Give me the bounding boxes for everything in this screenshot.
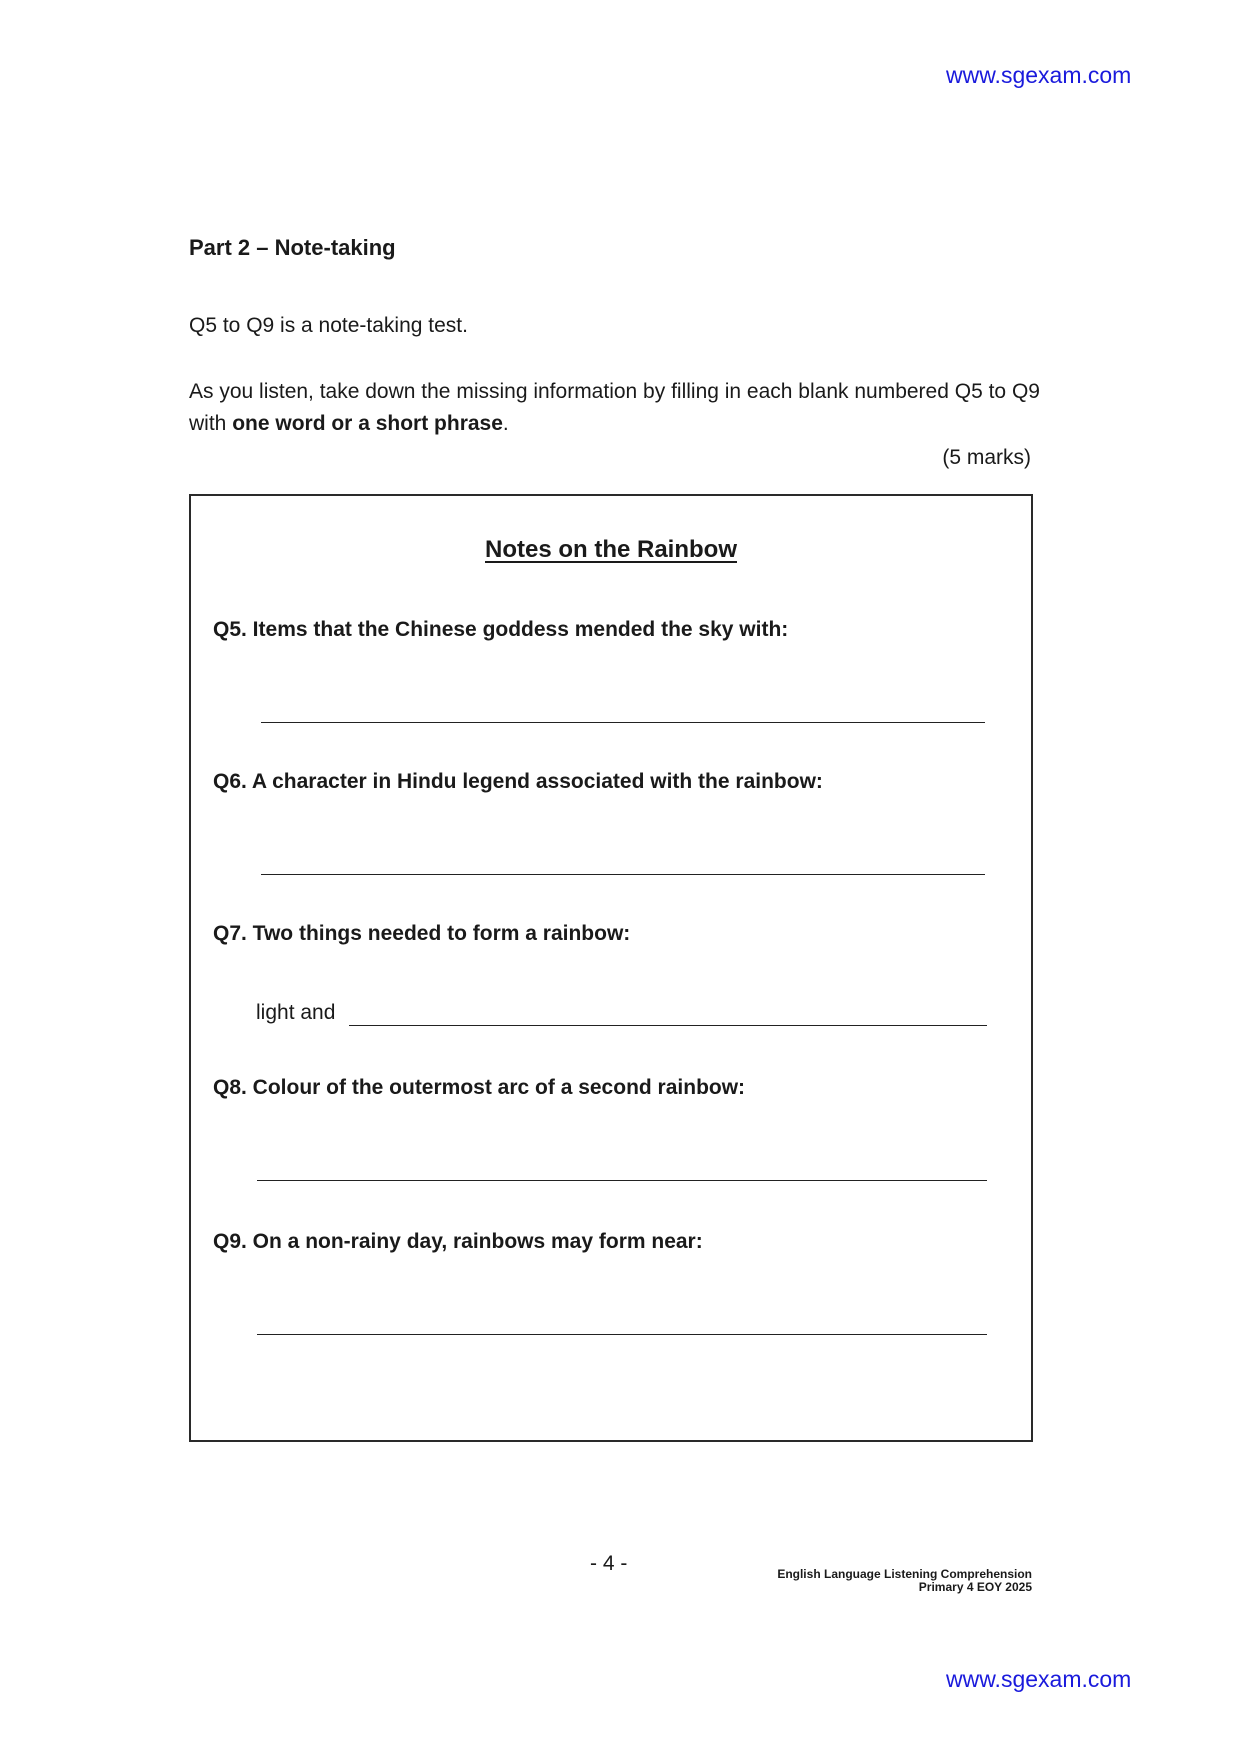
answer-blank-q8[interactable] bbox=[257, 1180, 987, 1181]
watermark-link-bottom[interactable]: www.sgexam.com bbox=[946, 1666, 1132, 1692]
intro-instructions-end: . bbox=[502, 412, 509, 435]
notes-title: Notes on the Rainbow bbox=[485, 536, 737, 563]
question-q6: Q6. A character in Hindu legend associated with the rainbow: bbox=[213, 770, 823, 793]
page-number: - 4 - bbox=[590, 1552, 628, 1575]
question-q5: Q5. Items that the Chinese goddess mended the sky with: bbox=[213, 618, 789, 641]
intro-instructions-emphasis: one word or a short phrase bbox=[232, 412, 503, 435]
answer-blank-q6[interactable] bbox=[261, 874, 985, 875]
footer-exam-info bbox=[777, 1568, 1032, 1594]
answer-blank-q9[interactable] bbox=[257, 1334, 987, 1335]
intro-instructions bbox=[189, 376, 1051, 440]
watermark-link-top[interactable]: www.sgexam.com bbox=[946, 62, 1132, 88]
answer-blank-q7[interactable] bbox=[349, 1025, 987, 1026]
q7-lead-text: light and bbox=[256, 1001, 336, 1024]
notes-box bbox=[189, 494, 1033, 1442]
intro-line-1: Q5 to Q9 is a note-taking test. bbox=[189, 314, 468, 337]
footer-level: Primary 4 EOY 2025 bbox=[918, 1580, 1032, 1594]
answer-blank-q5[interactable] bbox=[261, 722, 985, 723]
question-q7: Q7. Two things needed to form a rainbow: bbox=[213, 922, 631, 945]
footer-subject: English Language Listening Comprehension bbox=[777, 1567, 1032, 1581]
part-title: Part 2 – Note-taking bbox=[189, 235, 396, 260]
question-q9: Q9. On a non-rainy day, rainbows may form near: bbox=[213, 1230, 703, 1253]
question-q8: Q8. Colour of the outermost arc of a second rainbow: bbox=[213, 1076, 746, 1099]
marks-label: (5 marks) bbox=[942, 446, 1031, 469]
intro-instructions-text: As you listen, take down the missing information by filling in each blank numbered Q5 to Q9 with bbox=[189, 380, 1040, 435]
